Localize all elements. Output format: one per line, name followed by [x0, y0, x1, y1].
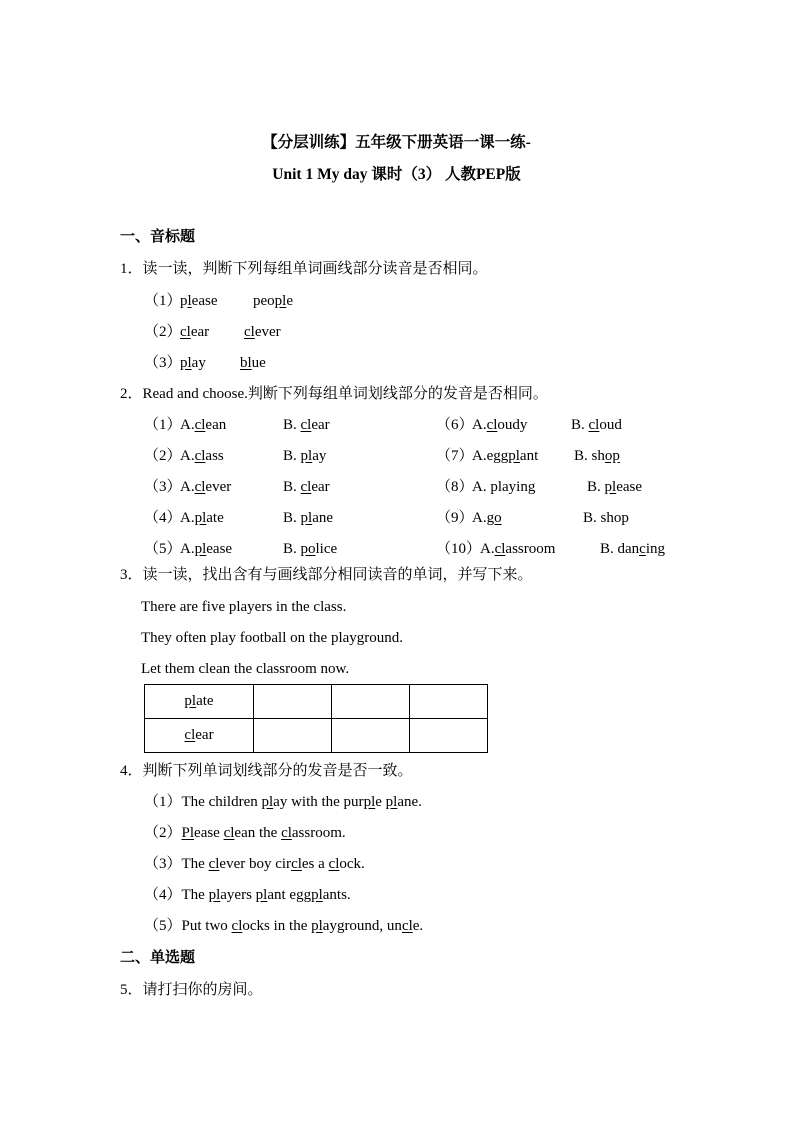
word-b: [244, 323, 281, 341]
word: B. police: [283, 541, 338, 557]
question-1-prompt: 1．读一读，判断下列每组单词画线部分读音是否相同。: [120, 261, 488, 277]
question-4-prompt: 4．判断下列单词划线部分的发音是否一致。: [120, 763, 413, 779]
item-number: （4）: [144, 887, 182, 903]
word: play: [180, 355, 206, 371]
option-a: [480, 540, 555, 558]
option-b: [283, 416, 330, 434]
word: B. shop: [583, 510, 629, 526]
table-row: [145, 685, 488, 719]
option-a: [180, 540, 232, 558]
section-heading-phonics: 一、音标题: [120, 229, 196, 245]
item-number: （5）: [144, 918, 182, 934]
word: B. clear: [283, 417, 330, 433]
item-number: （1）: [144, 293, 182, 309]
word: A.classroom: [480, 541, 556, 557]
item-number: （5）: [144, 541, 182, 557]
item-number: （10）: [436, 541, 482, 557]
doc-title: 【分层训练】五年级下册英语一课一练-: [262, 134, 531, 151]
table-row: [145, 719, 488, 753]
word: B. cloud: [571, 417, 622, 433]
word: clever: [244, 324, 281, 340]
option-a: [472, 447, 538, 465]
item-number: （7）: [436, 448, 474, 464]
table-word: plate: [184, 693, 214, 709]
word: B. clear: [283, 479, 330, 495]
sentence: Let them clean the classroom now.: [141, 661, 350, 677]
word: A.go: [472, 510, 502, 526]
item-number: （3）: [144, 479, 182, 495]
sentence-item: （2）Please clean the classroom.: [144, 825, 346, 841]
option-b: [283, 540, 337, 558]
sentence: There are five players in the class.: [141, 599, 347, 615]
word: B. plane: [283, 510, 334, 526]
word: B. please: [587, 479, 642, 495]
answer-blank[interactable]: [332, 685, 410, 719]
question-5-prompt: 5．请打扫你的房间。: [120, 982, 263, 998]
answer-blank[interactable]: [332, 719, 410, 753]
item-number: （2）: [144, 825, 182, 841]
word-a: [180, 292, 217, 310]
item-number: （4）: [144, 510, 182, 526]
item-number: （8）: [436, 479, 474, 495]
word: B. shop: [574, 448, 620, 464]
word: B. dancing: [600, 541, 666, 557]
sentence-item: （1）The children play with the purple plane.: [144, 794, 422, 810]
answer-blank[interactable]: [254, 685, 332, 719]
word: blue: [240, 355, 266, 371]
item-number: （3）: [144, 856, 182, 872]
option-b: [583, 509, 629, 527]
sentence-item: （5）Put two clocks in the playground, uncle.: [144, 918, 424, 934]
question-3-prompt: 3．读一读，找出含有与画线部分相同读音的单词，并写下来。: [120, 567, 533, 583]
option-b: [587, 478, 642, 496]
item-number: （6）: [436, 417, 474, 433]
option-a: [472, 478, 535, 496]
option-b: [283, 478, 330, 496]
option-a: [472, 416, 527, 434]
word-a: [180, 354, 206, 372]
word: A.clever: [180, 479, 232, 495]
word-a: [180, 323, 209, 341]
word-b: [253, 292, 293, 310]
word: clear: [180, 324, 210, 340]
item-number: （2）: [144, 448, 182, 464]
option-a: [180, 416, 226, 434]
answer-blank[interactable]: [410, 719, 488, 753]
item-number: （9）: [436, 510, 474, 526]
item-number: （2）: [144, 324, 182, 340]
option-a: [180, 447, 224, 465]
doc-subtitle: Unit 1 My day 课时（3） 人教PEP版: [272, 166, 521, 183]
word: please: [180, 293, 218, 309]
word-b: [240, 354, 266, 372]
option-b: [574, 447, 620, 465]
word: A.plate: [180, 510, 224, 526]
option-b: [600, 540, 665, 558]
word: A. playing: [472, 479, 536, 495]
item-number: （1）: [144, 794, 182, 810]
word: B. play: [283, 448, 327, 464]
section-heading-single-choice: 二、单选题: [120, 950, 196, 966]
word: A.clean: [180, 417, 227, 433]
word: A.please: [180, 541, 233, 557]
table-word: clear: [184, 727, 214, 743]
item-number: （3）: [144, 355, 182, 371]
sentence-item: （3）The clever boy circles a clock.: [144, 856, 365, 872]
sentence: They often play football on the playground.: [141, 630, 404, 646]
answer-blank[interactable]: [410, 685, 488, 719]
table-cell-word: [145, 685, 254, 719]
word: A.cloudy: [472, 417, 528, 433]
option-a: [472, 509, 502, 527]
answer-blank[interactable]: [254, 719, 332, 753]
option-b: [283, 509, 333, 527]
word: A.class: [180, 448, 224, 464]
sentence-item: （4）The players plant eggplants.: [144, 887, 351, 903]
word: people: [253, 293, 294, 309]
answer-table: [144, 684, 488, 753]
item-number: （1）: [144, 417, 182, 433]
table-cell-word: [145, 719, 254, 753]
option-a: [180, 478, 231, 496]
question-2-prompt: 2．Read and choose.判断下列每组单词划线部分的发音是否相同。: [120, 386, 548, 402]
word: A.eggplant: [472, 448, 539, 464]
option-b: [571, 416, 622, 434]
option-a: [180, 509, 224, 527]
option-b: [283, 447, 326, 465]
